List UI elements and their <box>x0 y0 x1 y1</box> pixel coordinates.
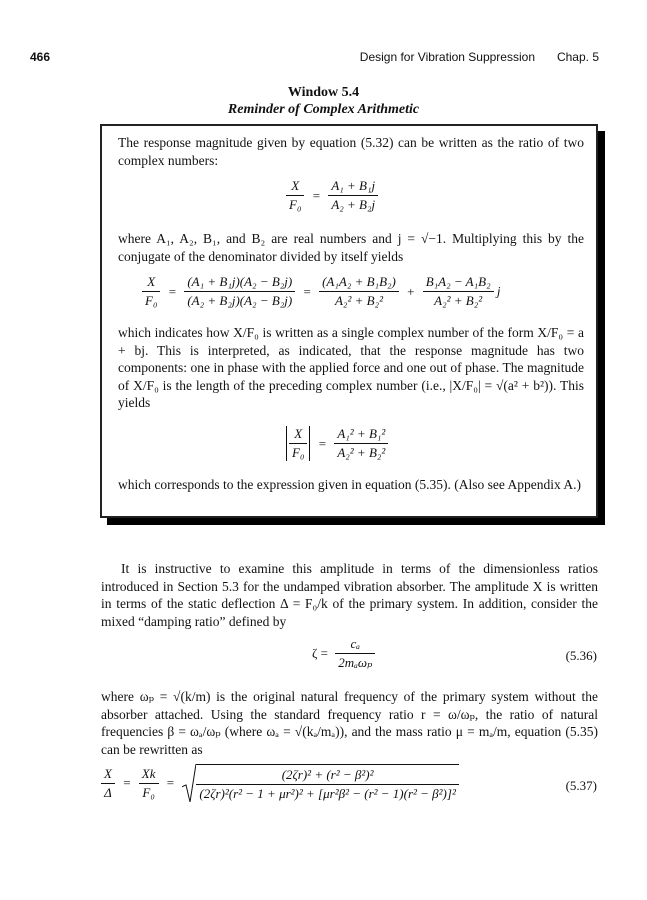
window-heading <box>0 84 647 118</box>
eq2-lhs-den: F₀ <box>145 293 158 308</box>
page-number: 466 <box>30 50 51 64</box>
eq2-lhs-num: X <box>142 274 160 292</box>
equation-number-5-36: (5.36) <box>565 648 597 663</box>
eq1-rhs-den: A₂ + B₂j <box>331 197 376 212</box>
equation-ratio: $\frac{X}{\text{F₀}}$ = $\frac{\text{A₁ + B₁j}}{\text{A₂ + B₂j}}$ <box>286 178 378 213</box>
radical-sign-icon <box>182 764 196 802</box>
equation-5-37: $\frac{X}{\Delta}$ = $\frac{Xk}{\text{F₀}}$ = $\frac{\text{(2ζr)² + (r² − β²)²}}{\text{(2ζr)²(r² − 1 + μr²)² + [μr²β² − (r² − 1)(r² − β²)]²}}$ <box>101 764 459 802</box>
eq2-t2-num: (A₁A₂ + B₁B₂) <box>319 274 399 292</box>
section-title: Design for Vibration Suppression <box>359 50 535 64</box>
window-title: Window 5.4 <box>287 85 360 100</box>
equation-number-5-37: (5.37) <box>565 778 597 793</box>
eq2-t1-num: (A₁ + B₁j)(A₂ − B₂j) <box>184 274 295 292</box>
eq2-suffix: j <box>496 283 501 299</box>
radical <box>182 764 458 802</box>
equation-5-36 <box>312 636 375 671</box>
body-paragraph-2: where ωₚ = √(k/m) is the original natural frequency of the primary system without the absorber attached. Using the standard frequency ratio r = ω/ωₚ, the ratio of natural frequencies β = ωₐ/ωₚ (where ωₐ = √(kₐ/mₐ)), and the mass ratio μ = mₐ/m, equation (5.35) can be rewritten as <box>101 689 598 757</box>
box-paragraph-2: where A₁, A₂, B₁, and B₂ are real numbers and j = √−1. Multiplying this by the conjugate of the denominator divided by itself yields <box>118 231 584 264</box>
eq3-rhs-num: A₁² + B₁² <box>334 426 388 444</box>
eq1-lhs-num: X <box>286 178 304 196</box>
window-box <box>100 124 598 518</box>
eq537-lhs-num: X <box>101 766 115 784</box>
equation-conjugate: $\frac{X}{\text{F₀}}$ = $\frac{\text{(A₁ + B₁j)(A₂ − B₂j)}}{\text{(A₂ + B₂j)(A₂ − B₂j)}}$ = $\frac{\text{(A₁A₂ + B₁B₂)}}{\text{A₂² + B₂²}}$ + $\frac{\text{B₁A₂ − A₁B₂}}{\text{A₂² + B₂²}}$ j <box>142 274 500 309</box>
chapter-label: Chap. 5 <box>556 50 599 64</box>
eq536-den: 2mₐωₚ <box>338 655 373 670</box>
eq537-rad-den: (2ζr)²(r² − 1 + μr²)² + [μr²β² − (r² − 1)(r² − β²)]² <box>199 786 456 801</box>
eq3-rhs-den: A₂² + B₂² <box>337 445 386 460</box>
box-paragraph-1: The response magnitude given by equation (5.32) can be written as the ratio of two complex numbers: <box>118 135 584 168</box>
equation-magnitude: $\frac{X}{\text{F₀}}$ = $\frac{\text{A₁² + B₁²}}{\text{A₂² + B₂²}}$ <box>286 426 388 461</box>
box-paragraph-3: which indicates how X/F₀ is written as a single complex number of the form X/F₀ = a + bj. This is interpreted, as indicated, that the response magnitude has two components: one in phase with the applied force and one out of phase. The magnitude of X/F₀ is the length of the preceding complex number (i.e., |X/F₀| = √(a² + b²)). This yields <box>118 325 584 410</box>
eq537-rad-num: (2ζr)² + (r² − β²)² <box>196 767 458 785</box>
box-paragraph-4: which corresponds to the expression given in equation (5.35). (Also see Appendix A.) <box>118 477 582 492</box>
eq2-t3-den: A₂² + B₂² <box>434 293 483 308</box>
eq3-lhs-num: X <box>289 426 307 444</box>
eq1-lhs-den: F₀ <box>289 197 302 212</box>
eq2-t3-num: B₁A₂ − A₁B₂ <box>423 274 494 292</box>
eq3-lhs-den: F₀ <box>292 445 305 460</box>
eq537-mid-num: Xk <box>139 766 159 784</box>
body-paragraph-1: It is instructive to examine this amplitude in terms of the dimensionless ratios introduced in Section 5.3 for the undamped vibration absorber. The amplitude X is written in terms of the static deflection Δ = F₀/k of the primary system. In addition, consider the mixed “damping ratio” defined by <box>101 561 598 629</box>
running-head <box>30 50 599 66</box>
eq1-rhs-num: A₁ + B₁j <box>328 178 378 196</box>
eq536-lhs: ζ = <box>312 645 328 661</box>
eq537-mid-den: F₀ <box>142 784 155 800</box>
eq2-t1-den: (A₂ + B₂j)(A₂ − B₂j) <box>187 293 293 308</box>
eq536-num: cₐ <box>335 636 375 654</box>
window-subtitle: Reminder of Complex Arithmetic <box>227 102 420 117</box>
eq2-t2-den: A₂² + B₂² <box>334 293 383 308</box>
eq537-lhs-den: Δ <box>104 784 112 800</box>
